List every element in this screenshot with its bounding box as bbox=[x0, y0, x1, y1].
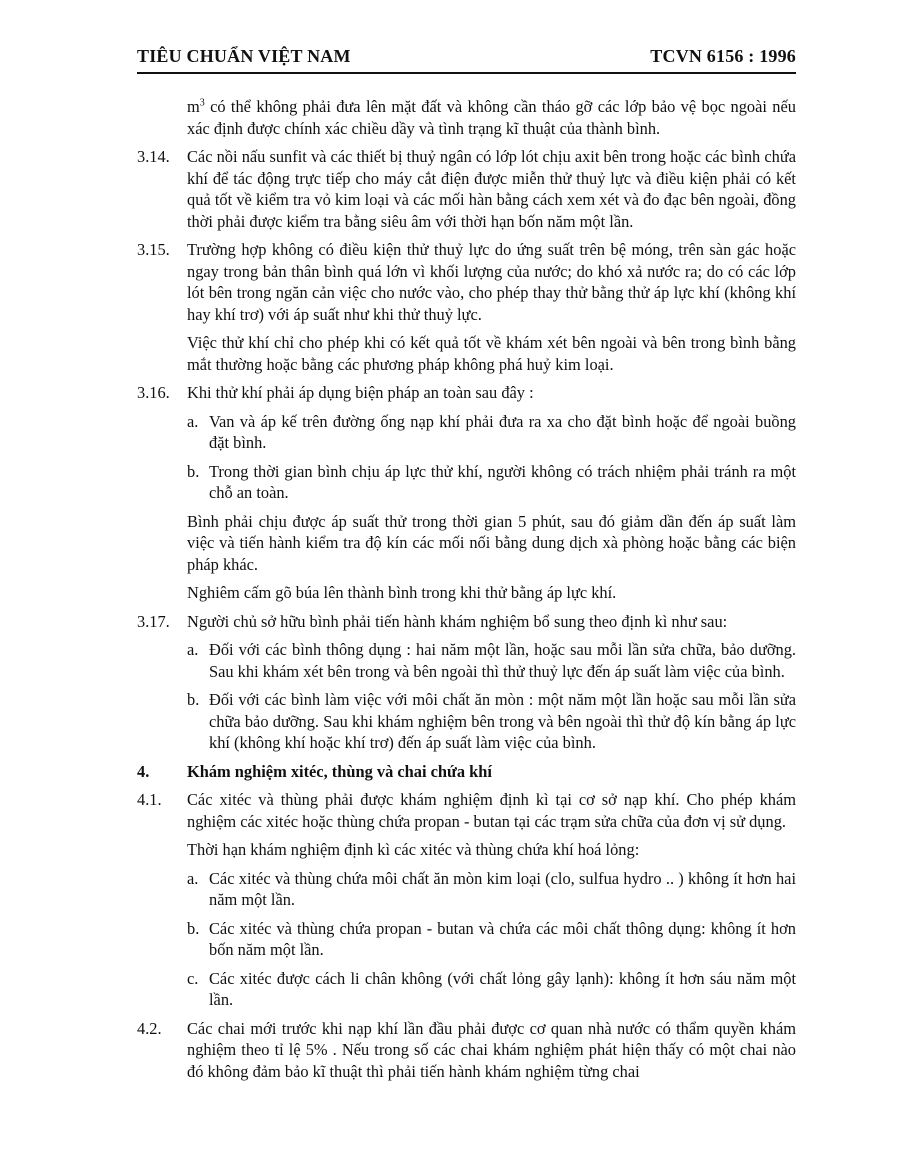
list-letter: b. bbox=[187, 690, 200, 709]
list-text: Van và áp kế trên đường ống nạp khí phải đưa ra xa cho đặt bình hoặc để ngoài buồng đặt bình. bbox=[209, 411, 796, 452]
list-letter: a. bbox=[187, 411, 199, 431]
list-text: Đối với các bình thông dụng : hai năm một lần, hoặc sau mỗi lần sửa chữa, bảo dưỡng. Sau khi khám xét bên trong và bên ngoài thì thử thuỷ lực đến áp suất làm việc của bình. bbox=[209, 640, 796, 681]
clause-4-2 bbox=[137, 1018, 796, 1083]
clause-text: Các xitéc và thùng phải được khám nghiệm định kì tại cơ sở nạp khí. Cho phép khám nghiệm các xitéc hoặc thùng chứa propan - butan tại các trạm sửa chữa của đơn vị sử dụng. bbox=[187, 790, 796, 831]
clause-paragraph: Việc thử khí chỉ cho phép khi có kết quả tốt về khám xét bên ngoài và bên trong bình bằng mắt thường hoặc bằng các phương pháp không phá huỷ kim loại. bbox=[187, 333, 796, 374]
clause-4-1 bbox=[137, 789, 796, 832]
page-header bbox=[137, 46, 796, 74]
list-item bbox=[137, 411, 796, 454]
header-standard-name: TIÊU CHUẨN VIỆT NAM bbox=[137, 46, 351, 66]
clause-text: Khi thử khí phải áp dụng biện pháp an toàn sau đây : bbox=[187, 383, 534, 402]
list-item bbox=[137, 689, 796, 754]
list-item bbox=[137, 968, 796, 1011]
list-item bbox=[137, 918, 796, 961]
clause-3-17 bbox=[137, 611, 796, 633]
list-letter: a. bbox=[187, 640, 199, 659]
list-letter: a. bbox=[187, 868, 199, 888]
continued-paragraph: $m^3$ có thể không phải đưa lên mặt đất và không cần tháo gỡ các lớp bảo vệ bọc ngoài nếu xác định được chính xác chiều dầy và tình trạng kĩ thuật của thành bình. bbox=[187, 97, 796, 138]
list-text: Các xitéc và thùng chứa môi chất ăn mòn kim loại (clo, sulfua hydro .. ) không ít hơn hai năm một lần. bbox=[209, 868, 796, 909]
list-item bbox=[137, 461, 796, 504]
section-number: 4. bbox=[137, 761, 150, 781]
list-letter: b. bbox=[187, 461, 200, 481]
clause-text: Trường hợp không có điều kiện thử thuỷ lực do ứng suất trên bệ móng, trên sàn gác hoặc ngay trong bản thân bình quá lớn vì khối lượng của nước; do khó xả nước ra; do có các lớp lót bên trong ngăn cản việc cho nước vào, cho phép thay thử bằng thử áp lực khí (không khí hay khí trơ) với áp suất như khi thử thuỷ lực. bbox=[187, 240, 796, 324]
list-text: Đối với các bình làm việc với môi chất ăn mòn : một năm một lần hoặc sau mỗi lần sửa chữa bảo dưỡng. Sau khi khám nghiệm bên trong và bên ngoài thì thử độ kín bằng áp lực khí (không khí hoặc khí trơ) đến áp suất làm việc của bình. bbox=[209, 690, 796, 752]
list-letter: b. bbox=[187, 918, 200, 938]
clause-text: Các nồi nấu sunfit và các thiết bị thuỷ ngân có lớp lót chịu axit bên trong hoặc các bình chứa khí để tác động trực tiếp cho máy cắt điện được miễn thử thuỷ lực và điều kiện phải có kết quả tốt về kiểm tra vỏ kim loại và các mối hàn bằng cách xem xét và đo đạc bên ngoài, đồng thời phải được kiểm tra bằng siêu âm với thời hạn bốn năm một lần. bbox=[187, 147, 796, 231]
clause-paragraph: Bình phải chịu được áp suất thử trong thời gian 5 phút, sau đó giảm dần đến áp suất làm việc và tiến hành kiểm tra độ kín các mối nối bằng dung dịch xà phòng hoặc bằng các biện pháp khác. bbox=[187, 511, 796, 574]
clause-number: 4.2. bbox=[137, 1018, 162, 1038]
clause-paragraph: Thời hạn khám nghiệm định kì các xitéc và thùng chứa khí hoá lỏng: bbox=[187, 840, 640, 859]
section-title: Khám nghiệm xitéc, thùng và chai chứa khí bbox=[187, 761, 492, 781]
section-heading bbox=[137, 761, 796, 783]
clause-number: 3.15. bbox=[137, 240, 170, 259]
clause-3-16 bbox=[137, 382, 796, 404]
clause-text: Người chủ sở hữu bình phải tiến hành khám nghiệm bổ sung theo định kì như sau: bbox=[187, 611, 728, 631]
list-item bbox=[137, 868, 796, 911]
clause-number: 4.1. bbox=[137, 790, 162, 809]
list-text: Các xitéc được cách li chân không (với chất lỏng gây lạnh): không ít hơn sáu năm một lần. bbox=[209, 968, 796, 1009]
document-body bbox=[137, 96, 796, 1089]
clause-text: Các chai mới trước khi nạp khí lần đầu phải được cơ quan nhà nước có thẩm quyền khám nghiệm theo tỉ lệ 5% . Nếu trong số các chai khám nghiệm phát hiện thấy có một chai nào đó không đảm bảo kĩ thuật thì phải tiến hành khám nghiệm từng chai bbox=[187, 1018, 796, 1081]
clause-number: 3.17. bbox=[137, 611, 170, 631]
list-item bbox=[137, 639, 796, 682]
clause-3-14 bbox=[137, 146, 796, 232]
clause-number: 3.16. bbox=[137, 383, 170, 402]
clause-number: 3.14. bbox=[137, 147, 170, 166]
clause-3-15 bbox=[137, 239, 796, 325]
list-text: Trong thời gian bình chịu áp lực thử khí, người không có trách nhiệm phải tránh ra một chỗ an toàn. bbox=[209, 461, 796, 502]
list-text: Các xitéc và thùng chứa propan - butan và chứa các môi chất thông dụng: không ít hơn bốn năm một lần. bbox=[209, 918, 796, 959]
header-standard-code: TCVN 6156 : 1996 bbox=[650, 46, 796, 66]
list-letter: c. bbox=[187, 968, 199, 988]
clause-paragraph: Nghiêm cấm gõ búa lên thành bình trong khi thử bằng áp lực khí. bbox=[187, 583, 617, 602]
